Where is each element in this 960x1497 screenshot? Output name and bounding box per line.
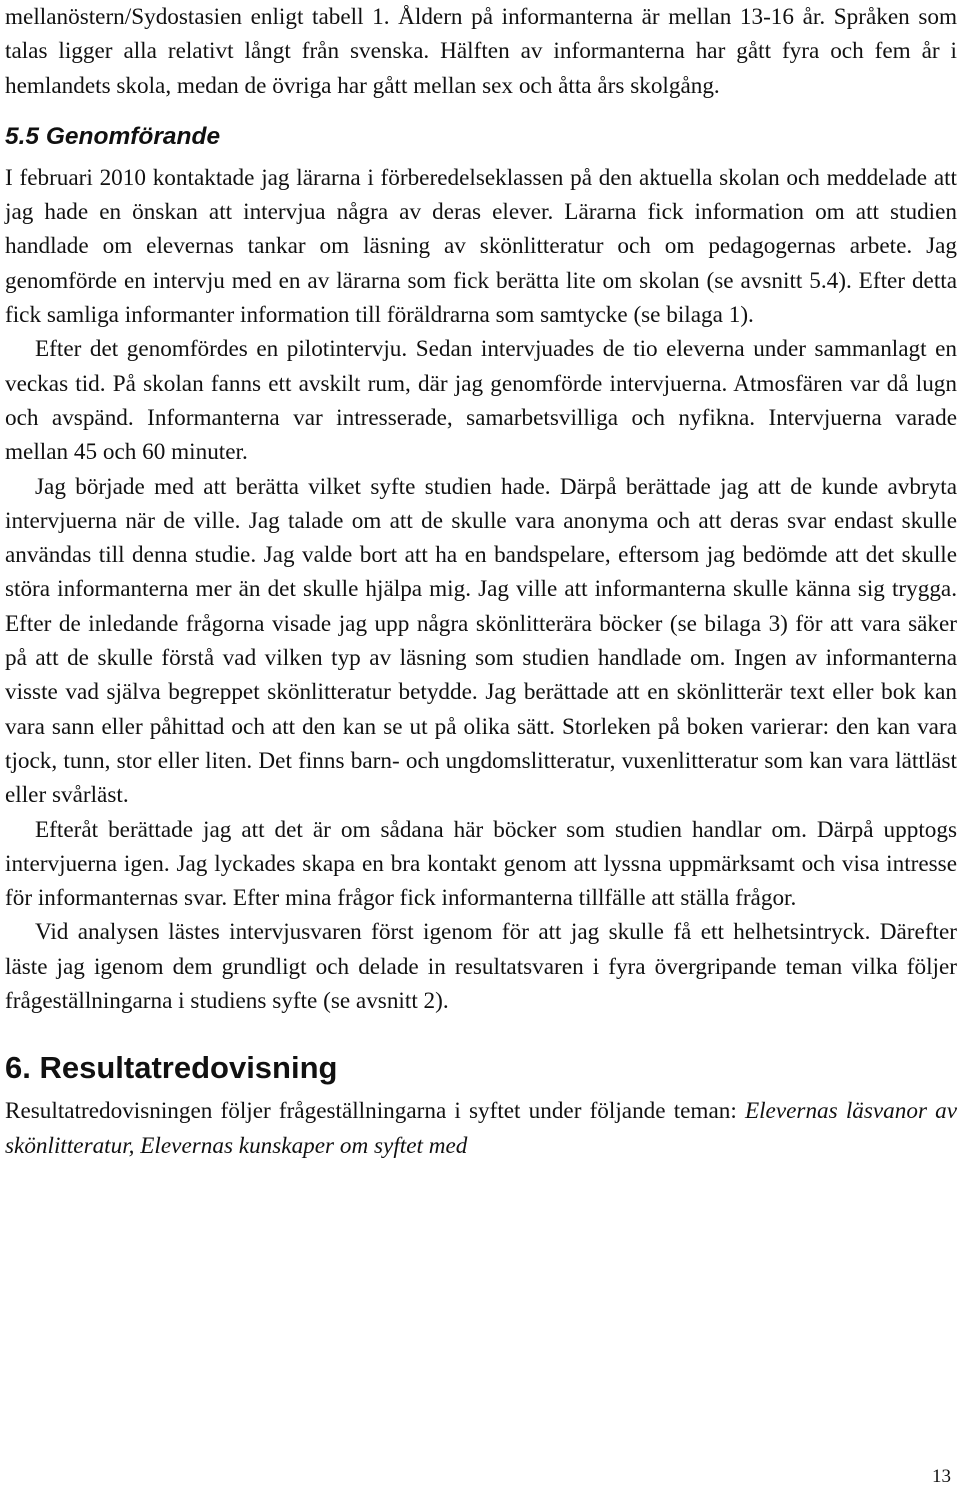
paragraph-genomforande-5: Vid analysen lästes intervjusvaren först igenom för att jag skulle få ett helhetsintryck. Därefter läste jag igenom dem grundligt och delade in resultatsvaren i fyra övergripande teman vilka följer frågeställningarna i studiens syfte (se avsnitt 2). [5,919,957,1015]
intro-paragraph: mellanöstern/Sydostasien enligt tabell 1. Åldern på informanterna är mellan 13-16 år. Språken som talas ligger alla relativt långt från svenska. Hälften av informanterna har gått fyra och fem år i hemlandets skola, medan de övriga har gått mellan sex och åtta års skolgång. [5,4,957,99]
paragraph-genomforande-1: I februari 2010 kontaktade jag lärarna i förberedelseklassen på den aktuella skolan och meddelade att jag hade en önskan att intervjua några av deras elever. Lärarna fick information om att studien handlade om elevernas tankar om läsning av skönlitteratur och om pedagogernas arbete. Jag genomförde en intervju med en av lärarna som fick berätta lite om skolan (se avsnitt 5.4). Efter detta fick samliga informanter information till föräldrarna som samtycke (se bilaga 1). [5,164,957,329]
paragraph-resultatredovisning-text: Resultatredovisningen följer frågeställningarna i syftet under följande teman: [5,1098,745,1125]
paragraph-resultatredovisning-italic-themes: Elevernas läsvanor av skönlitteratur, Elevernas kunskaper om syftet med [5,1098,958,1159]
page-number: 13 [932,1466,951,1487]
paragraph-genomforande-4: Efteråt berättade jag att det är om sådana här böcker som studien handlar om. Därpå upptogs intervjuerna igen. Jag lyckades skapa en bra kontakt genom att lyssna uppmärksamt och visa intresse för informanternas svar. Efter mina frågor fick informanterna tillfälle att ställa frågor. [5,816,957,912]
paragraph-resultatredovisning [5,1094,957,1163]
paragraph-genomforande-2: Efter det genomfördes en pilotintervju. Sedan intervjuades de tio eleverna under sammanlagt en veckas tid. På skolan fanns ett avskilt rum, där jag genomförde intervjuerna. Atmosfären var då lugn och avspänd. Informanterna var intresserade, samarbetsvilliga och nyfikna. Intervjuerna varade mellan 45 och 60 minuter. [5,336,957,466]
document-page [5,0,957,1163]
paragraph-genomforande-3: Jag började med att berätta vilket syfte studien hade. Därpå berättade jag att de kunde avbryta intervjuerna när de ville. Jag talade om att de skulle vara anonyma och att deras svar endast skulle användas till denna studie. Jag valde bort att ha en bandspelare, eftersom jag bedömde att det skulle störa informanterna mer än det skulle hjälpa mig. Jag ville att informanterna skulle känna sig trygga. Efter de inledande frågorna visade jag upp några skönlitterära böcker (se bilaga 3) för att vara säker på att de skulle förstå vad vilken typ av läsning som studien handlade om. Ingen av informanterna visste vad själva begreppet skönlitteratur betydde. Jag berättade att en skönlitterär text eller bok kan vara sann eller påhittad och att den kan se ut på olika sätt. Storleken på boken varierar: den kan vara tjock, tunn, stor eller liten. Det finns barn- och ungdomslitteratur, vuxenlitteratur som kan vara lättläst eller svårläst. [5,473,957,809]
section-heading-genomforande: 5.5 Genomförande [5,122,221,150]
section-heading-resultatredovisning: 6. Resultatredovisning [5,1050,338,1086]
